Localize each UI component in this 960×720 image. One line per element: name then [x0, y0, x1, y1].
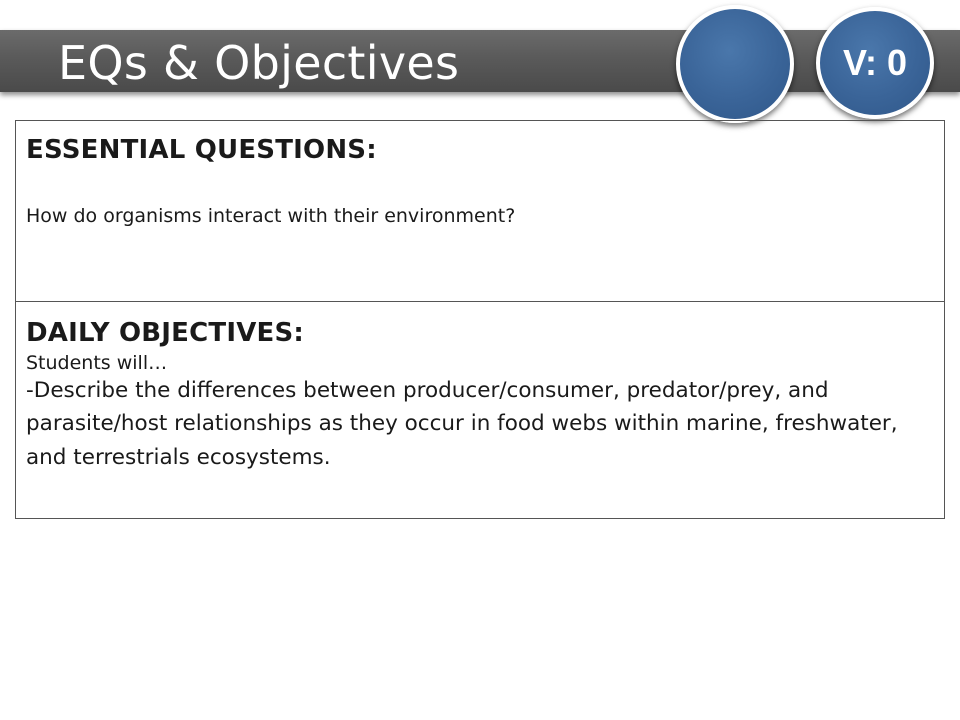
essential-questions-cell [16, 121, 945, 302]
content-table [15, 120, 945, 519]
version-label: V: 0 [842, 42, 908, 83]
objectives-lead-text: Students will… [26, 352, 168, 374]
daily-objectives-heading: DAILY OBJECTIVES: [26, 318, 305, 348]
decorative-circle [676, 5, 794, 123]
essential-questions-heading: ESSENTIAL QUESTIONS: [26, 135, 377, 165]
version-badge [816, 7, 934, 119]
essential-questions-row [16, 121, 945, 302]
slide-title: EQs & Objectives [58, 36, 460, 90]
daily-objectives-cell [16, 302, 945, 519]
essential-question-text: How do organisms interact with their environment? [26, 205, 516, 227]
daily-objectives-row [16, 302, 945, 519]
objective-text: -Describe the differences between producer/consumer, predator/prey, and parasite/host relationships as they occur in food webs within marine, freshwater, and terrestrials ecosystems. [26, 378, 898, 470]
